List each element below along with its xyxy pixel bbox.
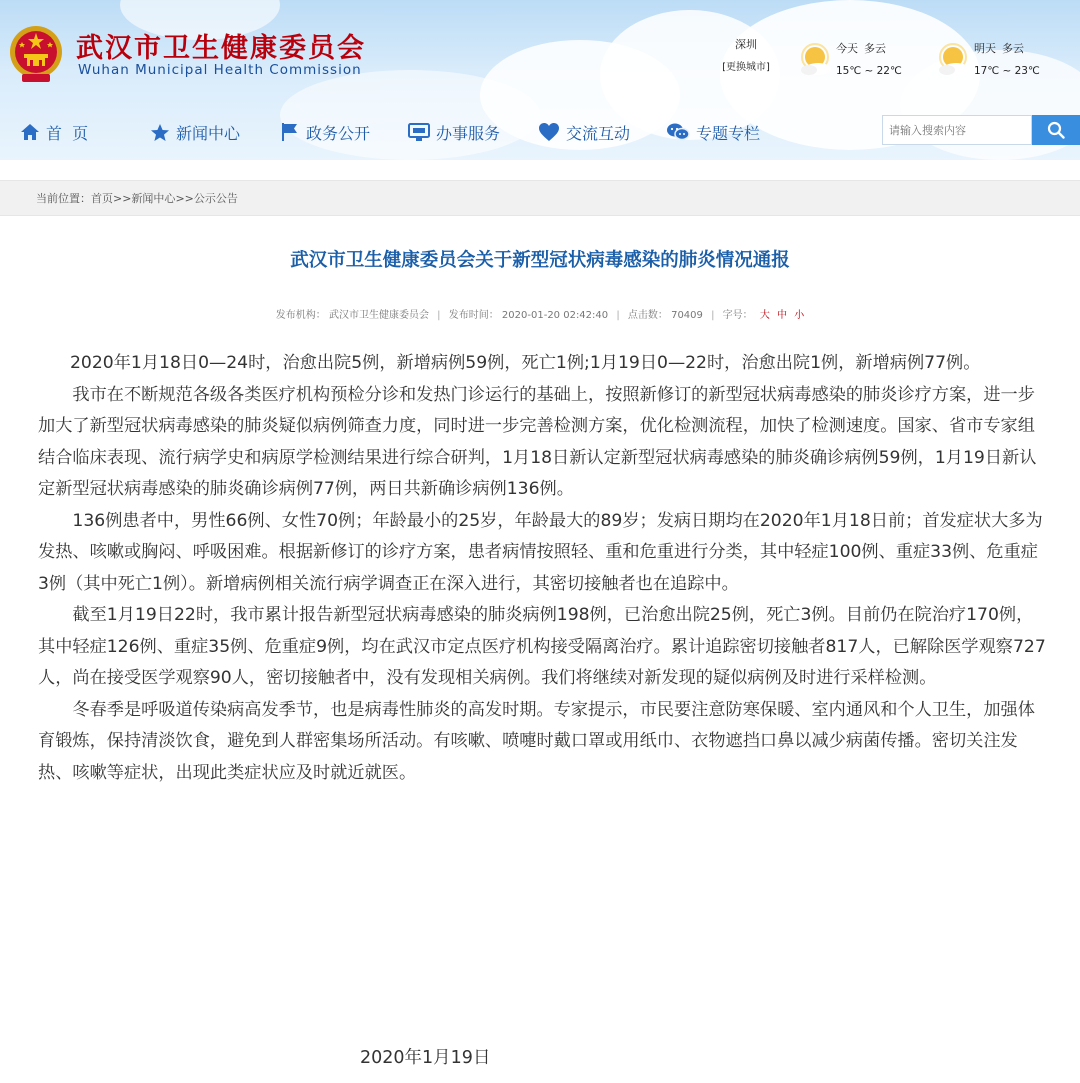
article-paragraph: 冬春季是呼吸道传染病高发季节，也是病毒性肺炎的高发时期。专家提示，市民要注意防寒保暖、室内通风和个人卫生，加强体育锻炼，保持清淡饮食，避免到人群密集场所活动。有咳嗽、喷嚏时戴口罩或用纸巾、衣物遮挡口鼻以减少病菌传播。密切关注发热、咳嗽等症状，出现此类症状应及时就近就医。: [38, 699, 1035, 783]
nav-item-label: 办事服务: [436, 123, 501, 143]
nav-item-home[interactable]: [20, 112, 88, 152]
home-icon: [20, 123, 40, 141]
partly-cloudy-icon: [934, 40, 972, 78]
article-body: [38, 348, 1048, 789]
weather-today: [796, 38, 906, 82]
search-button[interactable]: [1032, 115, 1080, 145]
weather-temp: 15℃ ~ 22℃: [836, 65, 902, 77]
article-paragraph: 我市在不断规范各级各类医疗机构预检分诊和发热门诊运行的基础上，按照新修订的新型冠状病毒感染的肺炎诊疗方案，进一步加大了新型冠状病毒感染的肺炎疑似病例筛查力度，同时进一步完善检测方案，优化检测流程，加快了检测速度。国家、省市专家组结合临床表现、流行病学史和病原学检测结果进行综合研判，1月18日新认定新型冠状病毒感染的肺炎确诊病例59例，1月19日新认定新型冠状病毒感染的肺炎确诊病例77例，两日共新确诊病例136例。: [38, 384, 1037, 499]
weather-day-label: 明天: [974, 42, 996, 55]
weather-condition: 多云: [1002, 42, 1024, 55]
search-input[interactable]: [882, 115, 1032, 145]
article-paragraph: 截至1月19日22时，我市累计报告新型冠状病毒感染的肺炎病例198例，已治愈出院25例，死亡3例。目前仍在院治疗170例，其中轻症126例、重症35例、危重症9例，均在武汉市定点医疗机构接受隔离治疗。累计追踪密切接触者817人，已解除医学观察727人，尚在接受医学观察90人，密切接触者中，没有发现相关病例。我们将继续对新发现的疑似病例及时进行采样检测。: [38, 605, 1046, 688]
meta-publisher-label: 发布机构：: [275, 310, 326, 321]
monitor-icon: [408, 123, 430, 142]
breadcrumb-separator: >>: [175, 192, 194, 205]
breadcrumb-separator: >>: [113, 192, 132, 205]
article-paragraph: 2020年1月18日0—24时，治愈出院5例，新增病例59例，死亡1例;1月19日0—22时，治愈出院1例，新增病例77例。: [70, 353, 981, 373]
weather-day-label: 今天: [836, 42, 858, 55]
weather-condition: 多云: [864, 42, 886, 55]
meta-clicks-label: 点击数：: [627, 310, 668, 321]
nav-item-services[interactable]: [408, 112, 500, 152]
nav-item-interaction[interactable]: [538, 112, 630, 152]
star-icon: [150, 123, 170, 142]
main-nav: [0, 112, 880, 152]
nav-item-label: 交流互动: [566, 123, 631, 143]
breadcrumb: [0, 180, 1080, 216]
meta-fontsize-label: 字号：: [722, 310, 753, 321]
breadcrumb-item-notice[interactable]: 公示公告: [193, 192, 238, 205]
article-meta: 发布机构： 武汉市卫生健康委员会 | 发布时间： 2020-01-20 02:42:40 | 点击数： 70409 | 字号： 大 中 小: [275, 310, 805, 321]
meta-time: 2020-01-20 02:42:40: [501, 310, 609, 321]
nav-item-label: 政务公开: [306, 123, 371, 143]
nav-item-label: 新闻中心: [176, 123, 241, 143]
nav-item-topics[interactable]: [666, 112, 760, 152]
search-icon: [1047, 121, 1065, 139]
partly-cloudy-icon: [796, 40, 834, 78]
article-date: 2020年1月19日: [360, 1048, 491, 1068]
site-header: [0, 0, 1080, 160]
nav-item-news[interactable]: [150, 112, 240, 152]
change-city-link[interactable]: [更换城市]: [722, 62, 770, 73]
meta-time-label: 发布时间：: [448, 310, 499, 321]
font-size-large-button[interactable]: 大: [759, 310, 770, 321]
chat-icon: [666, 122, 690, 142]
nav-item-label: 专题专栏: [696, 123, 761, 143]
article-paragraph: 136例患者中，男性66例、女性70例；年龄最小的25岁，年龄最大的89岁；发病日期均在2020年1月18日前；首发症状大多为发热、咳嗽或胸闷、呼吸困难。根据新修订的诊疗方案，患者病情按照轻、重和危重进行分类，其中轻症100例、重症33例、危重症3例（其中死亡1例）。新增病例相关流行病学调查正在深入进行，其密切接触者也在追踪中。: [38, 510, 1043, 594]
article-title: 武汉市卫生健康委员会关于新型冠状病毒感染的肺炎情况通报: [290, 250, 790, 271]
font-size-small-button[interactable]: 小: [794, 310, 805, 321]
nav-item-government[interactable]: [280, 112, 370, 152]
heart-icon: [538, 122, 560, 142]
flag-icon: [280, 122, 300, 142]
nav-item-label: 首 页: [46, 123, 89, 143]
font-size-medium-button[interactable]: 中: [777, 310, 788, 321]
national-emblem-icon: [8, 24, 64, 84]
breadcrumb-item-home[interactable]: 首页: [91, 192, 113, 205]
site-subtitle: Wuhan Municipal Health Commission: [78, 62, 362, 78]
site-title: 武汉市卫生健康委员会: [76, 33, 366, 64]
weather-temp: 17℃ ~ 23℃: [974, 65, 1040, 77]
meta-clicks: 70409: [671, 310, 703, 321]
breadcrumb-item-news[interactable]: 新闻中心: [131, 192, 176, 205]
breadcrumb-prefix: 当前位置：: [36, 192, 91, 205]
city-widget: [718, 36, 774, 73]
city-name: 深圳: [735, 38, 757, 51]
weather-tomorrow: [934, 38, 1054, 82]
meta-publisher: 武汉市卫生健康委员会: [328, 310, 429, 321]
